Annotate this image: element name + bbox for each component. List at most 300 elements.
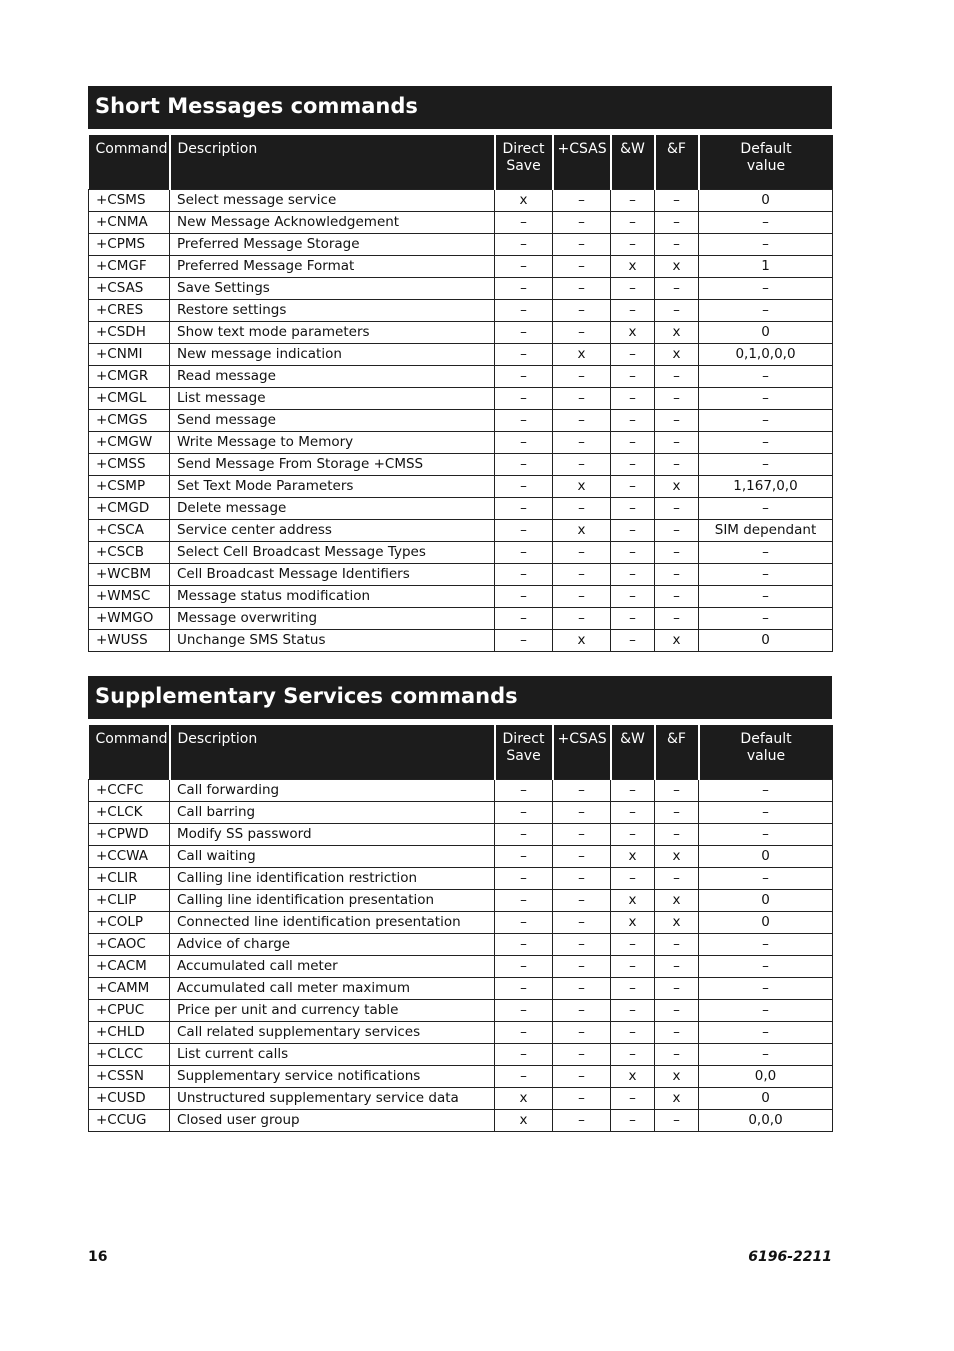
description-cell: Restore settings [170,300,495,322]
command-cell: +CLIR [89,868,170,890]
value-cell: – [699,366,833,388]
value-cell: – [611,300,655,322]
value-cell: – [495,344,553,366]
value-cell: – [655,564,699,586]
value-cell: – [553,190,611,212]
table-row [89,278,833,300]
value-cell: – [655,824,699,846]
value-cell: – [699,978,833,1000]
value-cell: – [495,868,553,890]
value-cell: – [553,234,611,256]
value-cell: – [553,454,611,476]
value-cell: – [655,934,699,956]
value-cell: – [553,300,611,322]
value-cell: – [611,1110,655,1132]
value-cell: x [611,322,655,344]
value-cell: – [611,780,655,802]
value-cell: – [495,542,553,564]
column-header: Default value [699,725,833,780]
value-cell: x [553,520,611,542]
table-row [89,1110,833,1132]
description-cell: Calling line identification presentation [170,890,495,912]
value-cell: – [611,586,655,608]
value-cell: 0 [699,322,833,344]
description-cell: Delete message [170,498,495,520]
value-cell: 0,0 [699,1066,833,1088]
table-row [89,1000,833,1022]
value-cell: – [699,212,833,234]
value-cell: – [655,234,699,256]
value-cell: – [611,498,655,520]
table-row [89,366,833,388]
table-header-row [89,135,833,190]
description-cell: Cell Broadcast Message Identifiers [170,564,495,586]
description-cell: New Message Acknowledgement [170,212,495,234]
table-row [89,1044,833,1066]
table-row [89,586,833,608]
value-cell: x [553,476,611,498]
value-cell: – [495,278,553,300]
command-cell: +CMGL [89,388,170,410]
value-cell: – [495,564,553,586]
value-cell: x [553,344,611,366]
value-cell: – [553,1044,611,1066]
value-cell: – [611,542,655,564]
value-cell: x [611,890,655,912]
command-cell: +CSSN [89,1066,170,1088]
value-cell: – [553,956,611,978]
value-cell: – [611,476,655,498]
value-cell: – [655,608,699,630]
value-cell: – [495,846,553,868]
description-cell: Select message service [170,190,495,212]
table-row [89,454,833,476]
column-header: Direct Save [495,725,553,780]
table-row [89,802,833,824]
command-cell: +CCFC [89,780,170,802]
table-row [89,912,833,934]
command-cell: +CLCK [89,802,170,824]
value-cell: – [611,410,655,432]
value-cell: – [495,1066,553,1088]
column-header: Description [170,135,495,190]
column-header: Description [170,725,495,780]
table-row [89,234,833,256]
value-cell: – [611,934,655,956]
value-cell: – [495,322,553,344]
command-cell: +CUSD [89,1088,170,1110]
description-cell: Connected line identification presentation [170,912,495,934]
command-cell: +CMGW [89,432,170,454]
command-cell: +WMGO [89,608,170,630]
command-cell: +CSMS [89,190,170,212]
value-cell: – [553,780,611,802]
value-cell: – [611,1022,655,1044]
table-row [89,1066,833,1088]
command-cell: +CAOC [89,934,170,956]
description-cell: Accumulated call meter maximum [170,978,495,1000]
value-cell: x [655,1066,699,1088]
column-header: Command [89,725,170,780]
value-cell: – [495,410,553,432]
table-row [89,956,833,978]
value-cell: x [611,912,655,934]
table-row [89,410,833,432]
value-cell: – [655,366,699,388]
value-cell: – [611,212,655,234]
command-cell: +CSCB [89,542,170,564]
column-header: +CSAS [553,135,611,190]
value-cell: – [495,366,553,388]
table-row [89,868,833,890]
value-cell: – [495,454,553,476]
command-cell: +CSMP [89,476,170,498]
value-cell: x [655,256,699,278]
value-cell: – [611,630,655,652]
value-cell: x [611,846,655,868]
value-cell: 0 [699,912,833,934]
table-row [89,212,833,234]
value-cell: – [611,868,655,890]
value-cell: – [611,432,655,454]
value-cell: – [699,1044,833,1066]
value-cell: 0 [699,1088,833,1110]
value-cell: – [655,520,699,542]
value-cell: – [655,1110,699,1132]
table-row [89,190,833,212]
value-cell: – [699,1000,833,1022]
description-cell: List current calls [170,1044,495,1066]
command-cell: +CAMM [89,978,170,1000]
value-cell: – [699,278,833,300]
description-cell: Accumulated call meter [170,956,495,978]
value-cell: x [655,912,699,934]
description-cell: Write Message to Memory [170,432,495,454]
table-row [89,256,833,278]
description-cell: Message status modification [170,586,495,608]
value-cell: – [655,432,699,454]
description-cell: Save Settings [170,278,495,300]
value-cell: – [611,454,655,476]
table-row [89,388,833,410]
value-cell: – [655,586,699,608]
table-row [89,824,833,846]
table-row [89,934,833,956]
value-cell: 0,1,0,0,0 [699,344,833,366]
value-cell: – [611,978,655,1000]
value-cell: – [553,846,611,868]
value-cell: – [553,1022,611,1044]
description-cell: Preferred Message Storage [170,234,495,256]
table-row [89,780,833,802]
value-cell: – [655,956,699,978]
value-cell: – [699,432,833,454]
command-cell: +CSAS [89,278,170,300]
value-cell: – [611,366,655,388]
value-cell: – [655,212,699,234]
value-cell: – [553,608,611,630]
command-cell: +CPUC [89,1000,170,1022]
value-cell: – [495,630,553,652]
value-cell: x [655,344,699,366]
value-cell: – [699,454,833,476]
table-row [89,1022,833,1044]
value-cell: – [699,410,833,432]
column-header: Direct Save [495,135,553,190]
value-cell: x [655,1088,699,1110]
command-cell: +CNMA [89,212,170,234]
description-cell: List message [170,388,495,410]
value-cell: x [611,256,655,278]
value-cell: – [553,934,611,956]
command-cell: +WUSS [89,630,170,652]
value-cell: – [495,388,553,410]
description-cell: Call forwarding [170,780,495,802]
value-cell: x [495,1110,553,1132]
command-cell: +WCBM [89,564,170,586]
command-cell: +CMGF [89,256,170,278]
value-cell: – [495,212,553,234]
description-cell: Send Message From Storage +CMSS [170,454,495,476]
table-header-row [89,725,833,780]
value-cell: – [655,278,699,300]
value-cell: – [553,432,611,454]
value-cell: – [495,520,553,542]
supplementary-services-section [88,676,832,1132]
table-row [89,476,833,498]
value-cell: – [655,542,699,564]
description-cell: Modify SS password [170,824,495,846]
value-cell: 0,0,0 [699,1110,833,1132]
column-header: &W [611,725,655,780]
value-cell: – [553,212,611,234]
description-cell: Set Text Mode Parameters [170,476,495,498]
value-cell: – [655,978,699,1000]
description-cell: Call related supplementary services [170,1022,495,1044]
command-cell: +CPWD [89,824,170,846]
value-cell: – [495,608,553,630]
value-cell: – [611,564,655,586]
value-cell: – [495,956,553,978]
value-cell: – [699,608,833,630]
value-cell: – [699,956,833,978]
value-cell: – [611,234,655,256]
value-cell: – [495,934,553,956]
value-cell: x [655,890,699,912]
value-cell: – [699,542,833,564]
value-cell: 1,167,0,0 [699,476,833,498]
value-cell: – [553,802,611,824]
value-cell: – [495,824,553,846]
value-cell: – [611,344,655,366]
value-cell: – [495,476,553,498]
table-row [89,846,833,868]
table-row [89,608,833,630]
value-cell: – [553,868,611,890]
value-cell: – [553,410,611,432]
value-cell: – [611,1000,655,1022]
value-cell: – [699,300,833,322]
description-cell: New message indication [170,344,495,366]
table-row [89,564,833,586]
value-cell: – [699,498,833,520]
value-cell: – [655,802,699,824]
value-cell: – [553,388,611,410]
value-cell: – [553,322,611,344]
command-cell: +COLP [89,912,170,934]
value-cell: 1 [699,256,833,278]
value-cell: – [495,802,553,824]
command-cell: +CCUG [89,1110,170,1132]
value-cell: – [655,300,699,322]
description-cell: Unchange SMS Status [170,630,495,652]
description-cell: Service center address [170,520,495,542]
value-cell: – [553,564,611,586]
value-cell: – [553,256,611,278]
description-cell: Show text mode parameters [170,322,495,344]
value-cell: – [553,824,611,846]
column-header: +CSAS [553,725,611,780]
value-cell: – [495,498,553,520]
value-cell: – [553,912,611,934]
value-cell: – [553,890,611,912]
value-cell: – [553,1088,611,1110]
document-id: 6196-2211 [748,1249,832,1265]
value-cell: – [553,1000,611,1022]
command-cell: +CMGS [89,410,170,432]
value-cell: – [611,1088,655,1110]
value-cell: – [495,978,553,1000]
section-title: Supplementary Services commands [88,676,832,719]
table-row [89,432,833,454]
command-cell: +CMGD [89,498,170,520]
value-cell: – [553,278,611,300]
value-cell: – [495,586,553,608]
value-cell: – [655,1000,699,1022]
value-cell: – [699,934,833,956]
command-cell: +CACM [89,956,170,978]
value-cell: – [655,780,699,802]
column-header: Command [89,135,170,190]
value-cell: – [495,256,553,278]
table-row [89,344,833,366]
description-cell: Closed user group [170,1110,495,1132]
table-row [89,1088,833,1110]
value-cell: – [655,388,699,410]
command-cell: +CMSS [89,454,170,476]
value-cell: – [495,1000,553,1022]
value-cell: x [611,1066,655,1088]
column-header: &F [655,725,699,780]
value-cell: – [611,802,655,824]
description-cell: Calling line identification restriction [170,868,495,890]
value-cell: – [655,410,699,432]
description-cell: Price per unit and currency table [170,1000,495,1022]
value-cell: – [553,586,611,608]
value-cell: – [611,190,655,212]
column-header: &W [611,135,655,190]
command-cell: +CRES [89,300,170,322]
table-row [89,978,833,1000]
value-cell: 0 [699,890,833,912]
table-row [89,890,833,912]
short-messages-table [88,135,833,652]
value-cell: – [655,1022,699,1044]
command-cell: +CLCC [89,1044,170,1066]
value-cell: – [699,802,833,824]
value-cell: – [495,1022,553,1044]
table-row [89,300,833,322]
value-cell: – [655,498,699,520]
command-cell: +CLIP [89,890,170,912]
value-cell: SIM dependant [699,520,833,542]
value-cell: x [655,846,699,868]
value-cell: x [495,1088,553,1110]
value-cell: – [611,956,655,978]
table-row [89,498,833,520]
value-cell: – [553,1110,611,1132]
short-messages-section [88,86,832,652]
value-cell: – [553,978,611,1000]
page-number: 16 [88,1249,108,1265]
command-cell: +CCWA [89,846,170,868]
value-cell: – [611,824,655,846]
value-cell: x [655,322,699,344]
value-cell: – [611,388,655,410]
supplementary-services-table [88,725,833,1132]
value-cell: – [655,868,699,890]
description-cell: Supplementary service notifications [170,1066,495,1088]
value-cell: – [699,388,833,410]
value-cell: x [553,630,611,652]
command-cell: +CSCA [89,520,170,542]
column-header: &F [655,135,699,190]
value-cell: – [699,234,833,256]
value-cell: – [553,498,611,520]
value-cell: – [655,1044,699,1066]
value-cell: – [553,1066,611,1088]
value-cell: – [611,1044,655,1066]
value-cell: – [699,586,833,608]
value-cell: – [611,520,655,542]
value-cell: x [655,476,699,498]
value-cell: – [699,824,833,846]
command-cell: +WMSC [89,586,170,608]
value-cell: – [495,300,553,322]
value-cell: 0 [699,630,833,652]
description-cell: Call waiting [170,846,495,868]
value-cell: 0 [699,190,833,212]
column-header: Default value [699,135,833,190]
description-cell: Send message [170,410,495,432]
description-cell: Preferred Message Format [170,256,495,278]
section-title: Short Messages commands [88,86,832,129]
command-cell: +CSDH [89,322,170,344]
value-cell: x [655,630,699,652]
description-cell: Unstructured supplementary service data [170,1088,495,1110]
description-cell: Call barring [170,802,495,824]
value-cell: – [655,454,699,476]
command-cell: +CPMS [89,234,170,256]
table-row [89,322,833,344]
value-cell: – [553,366,611,388]
value-cell: – [553,542,611,564]
value-cell: – [655,190,699,212]
value-cell: – [699,564,833,586]
value-cell: – [495,912,553,934]
value-cell: – [699,868,833,890]
description-cell: Advice of charge [170,934,495,956]
